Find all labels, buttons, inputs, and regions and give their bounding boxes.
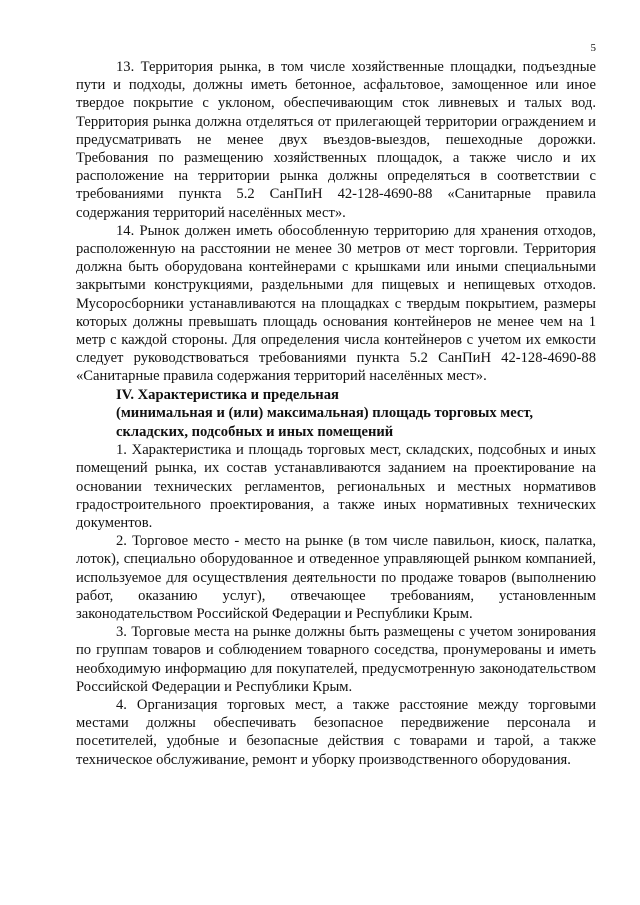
paragraph-2: 2. Торговое место - место на рынке (в том числе павильон, киоск, палатка, лоток), специально оборудованное и отведенное управляющей рынком компанией, используемое для осуществления деятельности по продаже товаров (выполнению работ, оказанию услуг), отвечающее требованиям, установленным законодательством Российской Федерации и Республики Крым.	[76, 533, 596, 622]
section-heading-line-3: складских, подсобных и иных помещений	[116, 423, 394, 440]
paragraph-4: 4. Организация торговых мест, а также расстояние между торговыми местами должны обеспечивать безопасное передвижение персонала и посетителей, удобные и безопасные действия с товарами и тарой, а также техническое обслуживание, ремонт и уборку производственного оборудования.	[76, 697, 596, 768]
paragraph-1: 1. Характеристика и площадь торговых мест, складских, подсобных и иных помещений рынка, их состав устанавливаются заданием на проектирование на основании технических регламентов, региональных и местных нормативов градостроительного проектирования, а также иных нормативных технических документов.	[76, 442, 596, 531]
section-heading-line-1: IV. Характеристика и предельная	[116, 386, 339, 403]
document-body	[76, 58, 596, 769]
paragraph-13: 13. Территория рынка, в том числе хозяйственные площадки, подъездные пути и подходы, должны иметь бетонное, асфальтовое, замощенное или иное твердое покрытие с уклоном, обеспечивающим сток ливневых и талых вод. Территория рынка должна отделяться от прилегающей территории ограждением и предусматривать не менее двух въездов-выездов, пешеходные дорожки. Требования по размещению хозяйственных площадок, а также число и их расположение на территории рынка должны определяться в соответствии с требованиями пункта 5.2 СанПиН 42-128-4690-88 «Санитарные правила содержания территорий населённых мест».	[76, 59, 596, 221]
section-heading-line-2: (минимальная и (или) максимальная) площадь торговых мест,	[116, 405, 534, 422]
section-heading	[76, 386, 596, 442]
page-number: 5	[590, 42, 596, 54]
paragraph-14: 14. Рынок должен иметь обособленную территорию для хранения отходов, расположенную на расстоянии не менее 30 метров от мест торговли. Территория должна быть оборудована контейнерами с крышками или иными специальными закрытыми конструкциями, раздельными для пищевых и непищевых отходов. Мусоросборники устанавливаются на площадках с твердым покрытием, размеры которых должны превышать площадь основания контейнеров не менее чем на 1 метр с каждой стороны. Для определения числа контейнеров с учетом их емкости следует руководствоваться требованиями пункта 5.2 СанПиН 42-128-4690-88 «Санитарные правила содержания территорий населённых мест».	[76, 222, 596, 385]
paragraph-3: 3. Торговые места на рынке должны быть размещены с учетом зонирования по группам товаров и соблюдением товарного соседства, пронумерованы и иметь необходимую информацию для покупателей, предусмотренную законодательством Российской Федерации и Республики Крым.	[76, 624, 596, 695]
